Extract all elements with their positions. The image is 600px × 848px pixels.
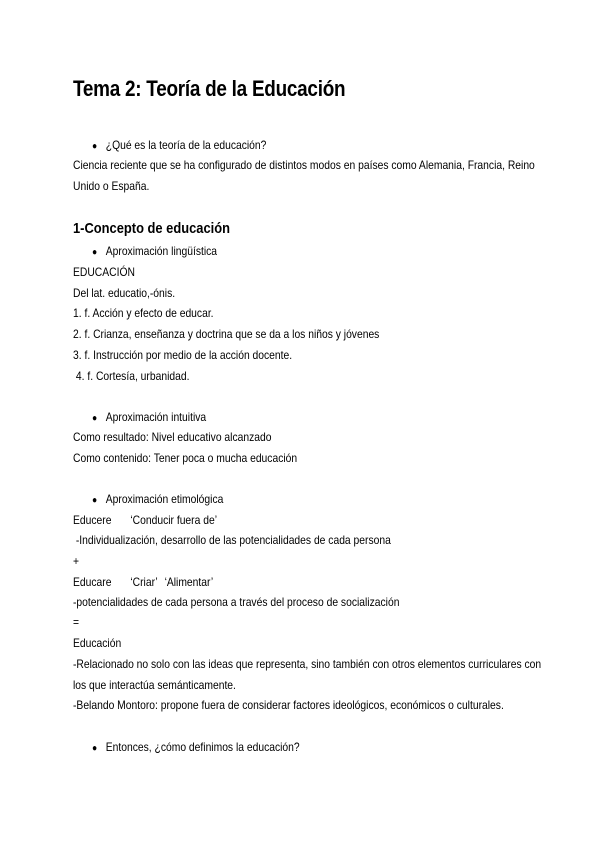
educare-word: Educare — [73, 575, 112, 589]
intro-line-2: Unido o España. — [73, 179, 150, 193]
bullet-text: Aproximación etimológica — [105, 492, 224, 506]
intro-line-1: Ciencia reciente que se ha configurado de distintos modos en países como Alemania, Francia, Reino — [73, 158, 535, 172]
educare-meaning-2: ‘Alimentar’ — [164, 575, 214, 589]
educere-line — [73, 512, 217, 528]
page-title: Tema 2: Teoría de la Educación — [73, 76, 346, 101]
educare-line — [73, 574, 213, 590]
bullet-final-question — [92, 739, 300, 757]
bullet-text: Aproximación lingüística — [105, 244, 218, 258]
bullet-question — [92, 137, 266, 155]
educere-word: Educere — [73, 513, 112, 527]
bullet-dot-icon: ● — [92, 743, 98, 754]
ling-line: Del lat. educatio,-ónis. — [73, 286, 176, 300]
belando-line: -Belando Montoro: propone fuera de considerar factores ideológicos, económicos o culturales. — [73, 698, 504, 712]
educere-desc: -Individualización, desarrollo de las potencialidades de cada persona — [73, 533, 391, 547]
bullet-dot-icon: ● — [92, 247, 98, 258]
int-line: Como contenido: Tener poca o mucha educación — [73, 451, 298, 465]
result-word: Educación — [73, 636, 122, 650]
plus-sign: + — [73, 554, 80, 568]
ling-line: 1. f. Acción y efecto de educar. — [73, 306, 214, 320]
bullet-linguistic — [92, 243, 217, 261]
ling-line: 3. f. Instrucción por medio de la acción docente. — [73, 348, 293, 362]
equals-sign: = — [73, 615, 80, 629]
ling-line: 4. f. Cortesía, urbanidad. — [73, 369, 190, 383]
int-line: Como resultado: Nivel educativo alcanzado — [73, 430, 272, 444]
educare-desc: -potencialidades de cada persona a través del proceso de socialización — [73, 595, 400, 609]
rel-line-1: -Relacionado no solo con las ideas que representa, sino también con otros elementos curriculares con — [73, 657, 542, 671]
bullet-intuitive — [92, 409, 206, 427]
bullet-text: Aproximación intuitiva — [105, 410, 207, 424]
rel-line-2: los que interactúa semánticamente. — [73, 678, 236, 692]
bullet-text: Entonces, ¿cómo definimos la educación? — [105, 740, 300, 754]
ling-line: EDUCACIÓN — [73, 265, 135, 279]
educare-meaning-1: ‘Criar’ — [130, 575, 158, 589]
educere-meaning: ‘Conducir fuera de’ — [130, 513, 217, 527]
bullet-text: ¿Qué es la teoría de la educación? — [105, 138, 267, 152]
bullet-dot-icon: ● — [92, 141, 98, 152]
bullet-dot-icon: ● — [92, 495, 98, 506]
bullet-dot-icon: ● — [92, 413, 98, 424]
section-heading: 1-Concepto de educación — [73, 220, 230, 237]
bullet-etymological — [92, 491, 223, 509]
ling-line: 2. f. Crianza, enseñanza y doctrina que se da a los niños y jóvenes — [73, 327, 380, 341]
